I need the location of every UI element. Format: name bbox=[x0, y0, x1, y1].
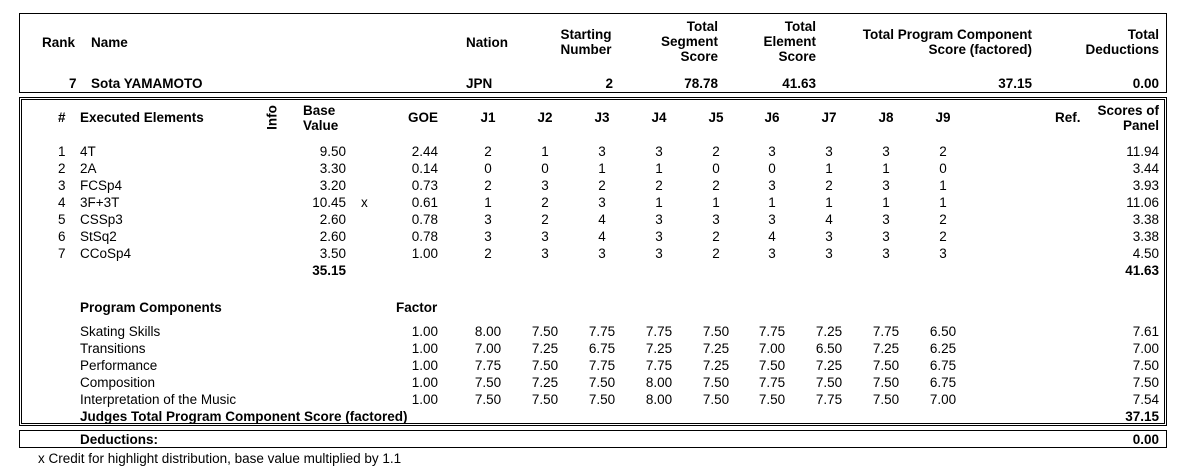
component-judge-score: 7.25 bbox=[531, 341, 559, 356]
element-judge-score: 2 bbox=[939, 212, 947, 227]
element-judge-score: 2 bbox=[712, 178, 720, 193]
element-judge-score: 1 bbox=[939, 195, 947, 210]
component-judge-score: 7.75 bbox=[588, 358, 616, 373]
ref-header: Ref. bbox=[1055, 110, 1081, 125]
component-factor: 1.00 bbox=[411, 341, 438, 356]
element-goe: 0.73 bbox=[411, 178, 438, 193]
element-judge-score: 4 bbox=[825, 212, 833, 227]
element-judge-score: 1 bbox=[882, 161, 890, 176]
element-bonus-mark: x bbox=[361, 195, 368, 210]
factor-header: Factor bbox=[396, 300, 438, 315]
element-name: 2A bbox=[80, 161, 97, 176]
element-judge-score: 1 bbox=[655, 195, 663, 210]
component-factor: 1.00 bbox=[411, 358, 438, 373]
element-judge-score: 2 bbox=[598, 178, 606, 193]
starting-number-label-line1: Starting bbox=[560, 27, 612, 42]
elements-panel-total: 41.63 bbox=[1125, 263, 1159, 278]
element-judge-score: 3 bbox=[598, 144, 606, 159]
component-judge-score: 7.50 bbox=[702, 392, 730, 407]
element-goe: 0.61 bbox=[411, 195, 438, 210]
element-judge-score: 1 bbox=[484, 195, 492, 210]
component-judge-score: 7.50 bbox=[702, 375, 730, 390]
element-judge-score: 1 bbox=[541, 144, 549, 159]
element-judge-score: 3 bbox=[484, 212, 492, 227]
component-judge-score: 6.75 bbox=[929, 375, 957, 390]
element-judge-score: 3 bbox=[882, 212, 890, 227]
element-judge-score: 3 bbox=[655, 246, 663, 261]
deductions-label bbox=[1060, 27, 1159, 57]
name-label: Name bbox=[91, 35, 128, 50]
judge-header-1: J1 bbox=[480, 110, 496, 125]
component-judge-score: 7.75 bbox=[474, 358, 502, 373]
component-name: Transitions bbox=[80, 341, 146, 356]
elements-num-header: # bbox=[58, 110, 66, 125]
nation-value: JPN bbox=[466, 76, 493, 91]
pcs-label bbox=[820, 27, 1032, 57]
element-goe: 0.14 bbox=[411, 161, 438, 176]
component-judge-score: 8.00 bbox=[645, 375, 673, 390]
element-judge-score: 3 bbox=[825, 246, 833, 261]
component-name: Interpretation of the Music bbox=[80, 392, 237, 407]
goe-header: GOE bbox=[407, 110, 438, 125]
tss-label-line2: Segment bbox=[660, 34, 718, 49]
component-judge-score: 6.50 bbox=[815, 341, 843, 356]
tss-label-line3: Score bbox=[680, 49, 718, 64]
component-judge-score: 7.75 bbox=[645, 358, 673, 373]
elements-base-total: 35.15 bbox=[312, 263, 346, 278]
component-judge-score: 8.00 bbox=[474, 324, 502, 339]
component-judge-score: 7.00 bbox=[929, 392, 957, 407]
element-judge-score: 0 bbox=[712, 161, 720, 176]
element-judge-score: 4 bbox=[768, 229, 776, 244]
component-judge-score: 7.25 bbox=[702, 341, 730, 356]
element-base-value: 3.20 bbox=[319, 178, 346, 193]
component-judge-score: 7.50 bbox=[588, 375, 616, 390]
element-judge-score: 2 bbox=[541, 195, 549, 210]
component-judge-score: 7.25 bbox=[872, 341, 900, 356]
component-judge-score: 7.75 bbox=[645, 324, 673, 339]
element-judge-score: 3 bbox=[882, 246, 890, 261]
tes-label bbox=[740, 19, 816, 64]
judge-header-5: J5 bbox=[708, 110, 724, 125]
tss-value: 78.78 bbox=[684, 76, 718, 91]
component-judge-score: 6.50 bbox=[929, 324, 957, 339]
element-judge-score: 4 bbox=[598, 229, 606, 244]
element-judge-score: 2 bbox=[712, 229, 720, 244]
component-judge-score: 7.75 bbox=[758, 324, 786, 339]
element-goe: 0.78 bbox=[411, 229, 438, 244]
tes-label-line2: Element bbox=[763, 34, 816, 49]
deductions-label-line1: Total bbox=[1127, 27, 1159, 42]
deductions-row-value: 0.00 bbox=[1132, 432, 1159, 447]
pcs-value: 37.15 bbox=[998, 76, 1032, 91]
component-judge-score: 7.50 bbox=[815, 375, 843, 390]
judge-header-7: J7 bbox=[821, 110, 837, 125]
starting-number-label bbox=[546, 27, 626, 57]
component-judge-score: 7.75 bbox=[815, 392, 843, 407]
component-judge-score: 7.50 bbox=[758, 358, 786, 373]
element-judge-score: 1 bbox=[882, 195, 890, 210]
element-base-value: 2.60 bbox=[319, 229, 346, 244]
element-judge-score: 2 bbox=[484, 246, 492, 261]
component-panel-score: 7.50 bbox=[1132, 358, 1159, 373]
element-judge-score: 3 bbox=[598, 246, 606, 261]
element-judge-score: 3 bbox=[882, 144, 890, 159]
element-judge-score: 3 bbox=[768, 144, 776, 159]
element-judge-score: 2 bbox=[712, 144, 720, 159]
element-base-value: 3.50 bbox=[319, 246, 346, 261]
tss-label bbox=[640, 19, 718, 64]
element-num: 7 bbox=[58, 246, 66, 261]
element-judge-score: 0 bbox=[768, 161, 776, 176]
deductions-frame bbox=[19, 430, 1167, 448]
element-judge-score: 2 bbox=[655, 178, 663, 193]
elements-name-header: Executed Elements bbox=[80, 110, 204, 125]
component-judge-score: 7.75 bbox=[758, 375, 786, 390]
component-judge-score: 7.50 bbox=[474, 375, 502, 390]
component-panel-score: 7.50 bbox=[1132, 375, 1159, 390]
element-name: CSSp3 bbox=[80, 212, 123, 227]
component-judge-score: 6.25 bbox=[929, 341, 957, 356]
tes-label-line3: Score bbox=[778, 49, 816, 64]
component-judge-score: 7.50 bbox=[872, 358, 900, 373]
element-num: 4 bbox=[58, 195, 66, 210]
element-judge-score: 3 bbox=[655, 229, 663, 244]
component-factor: 1.00 bbox=[411, 324, 438, 339]
element-judge-score: 3 bbox=[712, 212, 720, 227]
tes-value: 41.63 bbox=[782, 76, 816, 91]
component-name: Skating Skills bbox=[80, 324, 161, 339]
judge-header-9: J9 bbox=[935, 110, 951, 125]
base-value-header-line1: Base bbox=[303, 103, 336, 118]
element-judge-score: 1 bbox=[939, 178, 947, 193]
judge-header-3: J3 bbox=[594, 110, 610, 125]
component-judge-score: 7.50 bbox=[872, 375, 900, 390]
element-judge-score: 1 bbox=[825, 195, 833, 210]
element-judge-score: 1 bbox=[825, 161, 833, 176]
element-judge-score: 0 bbox=[484, 161, 492, 176]
judge-header-4: J4 bbox=[651, 110, 667, 125]
element-name: FCSp4 bbox=[80, 178, 123, 193]
component-judge-score: 7.25 bbox=[531, 375, 559, 390]
component-judge-score: 7.50 bbox=[872, 392, 900, 407]
components-total-value: 37.15 bbox=[1125, 409, 1159, 424]
element-judge-score: 2 bbox=[541, 212, 549, 227]
component-judge-score: 7.25 bbox=[815, 324, 843, 339]
component-name: Performance bbox=[80, 358, 158, 373]
element-name: 4T bbox=[80, 144, 96, 159]
component-judge-score: 6.75 bbox=[588, 341, 616, 356]
element-num: 1 bbox=[58, 144, 66, 159]
element-judge-score: 3 bbox=[825, 229, 833, 244]
element-judge-score: 3 bbox=[825, 144, 833, 159]
element-panel-score: 11.94 bbox=[1126, 144, 1159, 159]
starting-number-label-line2: Number bbox=[560, 42, 612, 57]
element-judge-score: 3 bbox=[768, 212, 776, 227]
element-judge-score: 2 bbox=[484, 178, 492, 193]
component-panel-score: 7.61 bbox=[1132, 324, 1159, 339]
element-judge-score: 4 bbox=[598, 212, 606, 227]
element-goe: 2.44 bbox=[411, 144, 438, 159]
element-judge-score: 2 bbox=[484, 144, 492, 159]
element-goe: 0.78 bbox=[411, 212, 438, 227]
element-judge-score: 0 bbox=[541, 161, 549, 176]
component-judge-score: 7.50 bbox=[474, 392, 502, 407]
element-name: CCoSp4 bbox=[80, 246, 132, 261]
element-panel-score: 3.38 bbox=[1132, 212, 1159, 227]
element-judge-score: 3 bbox=[655, 212, 663, 227]
element-base-value: 2.60 bbox=[319, 212, 346, 227]
component-judge-score: 7.75 bbox=[588, 324, 616, 339]
element-judge-score: 3 bbox=[598, 195, 606, 210]
judge-header-2: J2 bbox=[537, 110, 553, 125]
element-panel-score: 3.93 bbox=[1132, 178, 1159, 193]
element-judge-score: 3 bbox=[541, 246, 549, 261]
element-base-value: 3.30 bbox=[319, 161, 346, 176]
element-judge-score: 2 bbox=[939, 229, 947, 244]
element-num: 2 bbox=[58, 161, 66, 176]
component-judge-score: 7.50 bbox=[531, 324, 559, 339]
component-judge-score: 7.25 bbox=[702, 358, 730, 373]
starting-number-value: 2 bbox=[605, 76, 613, 91]
element-judge-score: 3 bbox=[939, 246, 947, 261]
element-judge-score: 1 bbox=[598, 161, 606, 176]
element-judge-score: 1 bbox=[768, 195, 776, 210]
pcs-label-line2: Score (factored) bbox=[928, 42, 1032, 57]
element-judge-score: 1 bbox=[712, 195, 720, 210]
element-judge-score: 3 bbox=[541, 178, 549, 193]
component-judge-score: 7.50 bbox=[758, 392, 786, 407]
element-judge-score: 3 bbox=[541, 229, 549, 244]
component-name: Composition bbox=[80, 375, 156, 390]
rank-value: 7 bbox=[69, 76, 77, 91]
element-judge-score: 0 bbox=[939, 161, 947, 176]
judge-header-6: J6 bbox=[764, 110, 780, 125]
base-value-header-line2: Value bbox=[303, 118, 339, 133]
component-judge-score: 7.50 bbox=[531, 358, 559, 373]
element-num: 6 bbox=[58, 229, 66, 244]
element-judge-score: 3 bbox=[484, 229, 492, 244]
deductions-row-label: Deductions: bbox=[80, 432, 159, 447]
element-judge-score: 2 bbox=[825, 178, 833, 193]
footnote: x Credit for highlight distribution, base value multiplied by 1.1 bbox=[38, 451, 402, 466]
element-panel-score: 3.38 bbox=[1132, 229, 1159, 244]
component-factor: 1.00 bbox=[411, 392, 438, 407]
element-judge-score: 2 bbox=[712, 246, 720, 261]
element-goe: 1.00 bbox=[411, 246, 438, 261]
component-factor: 1.00 bbox=[411, 375, 438, 390]
component-judge-score: 7.50 bbox=[588, 392, 616, 407]
judge-header-8: J8 bbox=[878, 110, 894, 125]
component-judge-score: 7.25 bbox=[645, 341, 673, 356]
element-name: 3F+3T bbox=[80, 195, 120, 210]
element-panel-score: 3.44 bbox=[1132, 161, 1159, 176]
pcs-label-line1: Total Program Component bbox=[862, 27, 1032, 42]
element-judge-score: 3 bbox=[768, 246, 776, 261]
element-judge-score: 2 bbox=[939, 144, 947, 159]
element-panel-score: 4.50 bbox=[1132, 246, 1159, 261]
element-judge-score: 3 bbox=[655, 144, 663, 159]
components-title: Program Components bbox=[80, 300, 222, 315]
tss-label-line1: Total bbox=[686, 19, 718, 34]
deductions-value: 0.00 bbox=[1132, 76, 1159, 91]
panel-header-line1: Scores of bbox=[1097, 103, 1159, 118]
component-judge-score: 6.75 bbox=[929, 358, 957, 373]
rank-label: Rank bbox=[42, 35, 76, 50]
component-judge-score: 7.50 bbox=[702, 324, 730, 339]
element-judge-score: 3 bbox=[882, 229, 890, 244]
component-judge-score: 7.25 bbox=[815, 358, 843, 373]
component-judge-score: 7.00 bbox=[474, 341, 502, 356]
element-judge-score: 3 bbox=[768, 178, 776, 193]
element-judge-score: 3 bbox=[882, 178, 890, 193]
tes-label-line1: Total bbox=[784, 19, 816, 34]
component-judge-score: 7.00 bbox=[758, 341, 786, 356]
component-judge-score: 7.75 bbox=[872, 324, 900, 339]
component-panel-score: 7.00 bbox=[1132, 341, 1159, 356]
component-judge-score: 7.50 bbox=[531, 392, 559, 407]
element-panel-score: 11.06 bbox=[1126, 195, 1159, 210]
element-judge-score: 1 bbox=[655, 161, 663, 176]
summary-underline bbox=[20, 92, 1166, 93]
panel-header bbox=[1080, 103, 1159, 133]
deductions-label-line2: Deductions bbox=[1085, 42, 1159, 57]
panel-header-line2: Panel bbox=[1122, 118, 1159, 133]
component-panel-score: 7.54 bbox=[1132, 392, 1159, 407]
element-num: 5 bbox=[58, 212, 66, 227]
base-value-header bbox=[303, 103, 338, 133]
nation-label: Nation bbox=[466, 35, 508, 50]
component-judge-score: 8.00 bbox=[645, 392, 673, 407]
element-num: 3 bbox=[58, 178, 66, 193]
element-name: StSq2 bbox=[80, 229, 117, 244]
element-base-value: 9.50 bbox=[319, 144, 346, 159]
element-base-value: 10.45 bbox=[312, 195, 346, 210]
skater-name: Sota YAMAMOTO bbox=[91, 76, 203, 91]
components-total-label: Judges Total Program Component Score (factored) bbox=[80, 409, 408, 424]
info-header: Info bbox=[264, 105, 280, 130]
